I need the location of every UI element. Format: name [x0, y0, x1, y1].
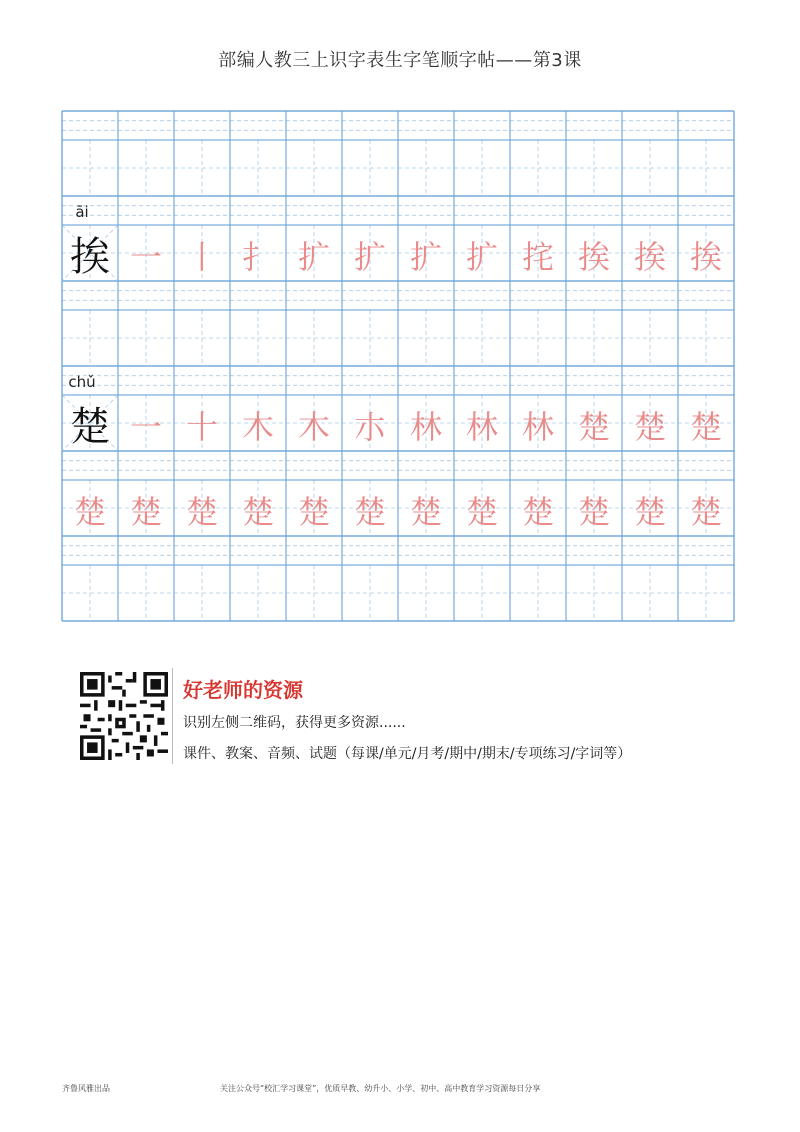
stroke-step-character: 楚: [353, 493, 387, 531]
stroke-step-character: 林: [521, 408, 555, 446]
promo-instruction: 识别左侧二维码，获得更多资源......: [183, 715, 406, 731]
footer-notice: 关注公众号“校汇学习课堂”，优质早教、幼升小、小学、初中、高中教育学习资源每日分享: [220, 1084, 541, 1093]
stroke-step-character: 楚: [633, 408, 667, 446]
promo-title: 好老师的资源: [183, 678, 303, 702]
stroke-step-character: 朩: [353, 408, 387, 446]
page-title: 部编人教三上识字表生字笔顺字帖——第3课: [218, 50, 582, 71]
qr-code-icon[interactable]: [80, 672, 168, 760]
stroke-step-character: 一: [129, 408, 163, 446]
stroke-step-character: 楚: [521, 493, 555, 531]
stroke-step-character: 楚: [241, 493, 275, 531]
pinyin-label: chǔ: [68, 373, 96, 391]
stroke-step-character: 木: [297, 408, 331, 446]
pinyin-label: āi: [75, 203, 89, 221]
stroke-step-character: 十: [185, 408, 219, 446]
stroke-step-character: 挓: [521, 238, 555, 276]
stroke-step-character: 挨: [633, 238, 667, 276]
stroke-step-character: 楚: [577, 408, 611, 446]
footer-publisher: 齐鲁风雅出品: [62, 1084, 110, 1093]
resource-promo: [80, 668, 780, 768]
stroke-step-character: 扩: [409, 238, 443, 276]
stroke-step-character: 扩: [353, 238, 387, 276]
stroke-step-character: 林: [465, 408, 499, 446]
stroke-step-character: 一: [129, 238, 163, 276]
stroke-step-character: 挨: [577, 238, 611, 276]
stroke-step-character: 楚: [297, 493, 331, 531]
stroke-step-character: 楚: [465, 493, 499, 531]
promo-resource-list: 课件、教案、音频、试题（每课/单元/月考/期中/期末/专项练习/字词等）: [183, 746, 632, 762]
stroke-step-character: 楚: [409, 493, 443, 531]
stroke-step-character: 楚: [633, 493, 667, 531]
stroke-step-character: 楚: [577, 493, 611, 531]
stroke-step-character: 林: [409, 408, 443, 446]
stroke-step-character: 楚: [689, 408, 723, 446]
stroke-step-character: 挨: [689, 238, 723, 276]
stroke-step-character: 扌: [241, 238, 275, 276]
stroke-step-character: 楚: [689, 493, 723, 531]
model-character: 挨: [70, 234, 110, 280]
stroke-step-character: 木: [241, 408, 275, 446]
stroke-step-character: 楚: [185, 493, 219, 531]
stroke-step-character: 扩: [297, 238, 331, 276]
qr-divider: [172, 668, 173, 764]
stroke-step-character: 扩: [465, 238, 499, 276]
stroke-step-character: 楚: [73, 493, 107, 531]
stroke-step-character: 丨: [185, 238, 219, 276]
stroke-step-character: 楚: [129, 493, 163, 531]
model-character: 楚: [70, 404, 110, 450]
